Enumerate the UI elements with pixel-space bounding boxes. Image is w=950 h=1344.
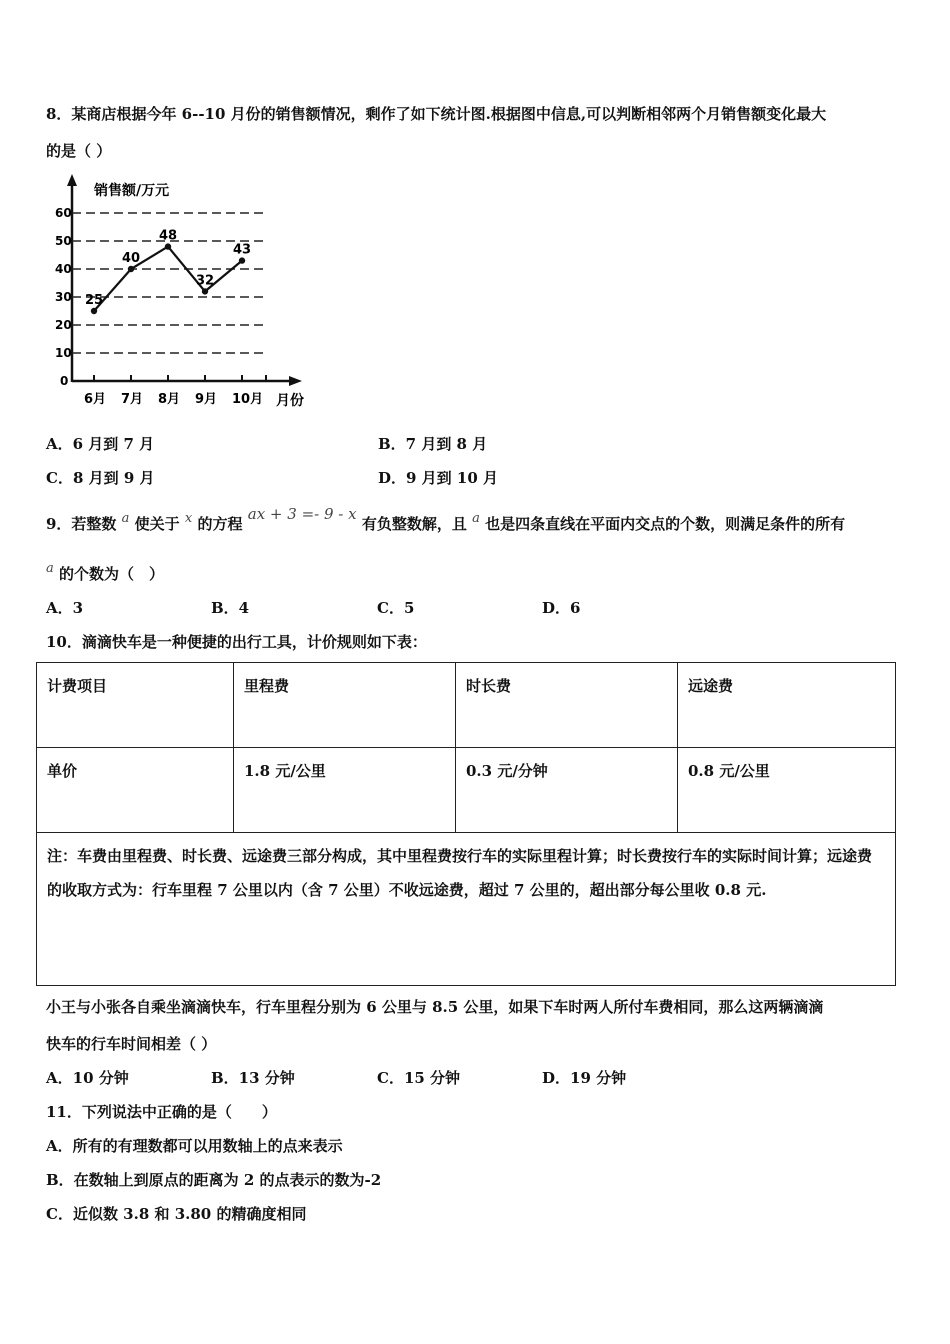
q9-option-c[interactable]: C．5 [377,599,415,617]
q10-option-a[interactable]: A．10 分钟 [46,1069,129,1087]
q8-stem-line2: 的是（ ） [46,142,112,160]
price-mileage: 1.8 元/公里 [234,748,456,833]
q9-option-d[interactable]: D．6 [542,599,581,617]
fare-table-note-row [37,833,896,986]
q8-option-a[interactable]: A．6 月到 7 月 [46,435,155,453]
origin-label: 0 [60,374,69,388]
q9-text-4: 有负整数解，且 [361,515,467,533]
q9-stem-line2 [46,563,164,584]
q9-stem-line1 [46,505,846,534]
data-point [202,288,208,294]
q9-text-5: 也是四条直线在平面内交点的个数，则满足条件的所有 [485,515,846,533]
q10-stem-line1: 小王与小张各自乘坐滴滴快车，行车里程分别为 6 公里与 8.5 公里，如果下车时两人所付车费相同，那么这两辆滴滴 [46,998,824,1016]
y-tick-label: 40 [55,262,72,276]
price-long-distance: 0.8 元/公里 [678,748,896,833]
y-tick-label: 50 [55,234,72,248]
x-tick-label: 9月 [195,392,218,407]
fare-table-price-row [37,748,896,833]
sales-line-chart [50,172,350,412]
x-tick-label: 8月 [158,392,181,407]
price-duration: 0.3 元/分钟 [456,748,678,833]
q9-var-x: x [184,511,193,526]
data-point [128,266,134,272]
q9-text-2: 使关于 [134,515,180,533]
q8-option-c[interactable]: C．8 月到 9 月 [46,469,155,487]
q9-option-b[interactable]: B．4 [211,599,250,617]
q8-option-d[interactable]: D．9 月到 10 月 [378,469,498,487]
y-tick-label: 10 [55,346,72,360]
q11-option-c[interactable]: C．近似数 3.8 和 3.80 的精确度相同 [46,1205,307,1223]
q9-var-a: a [121,511,130,526]
header-duration: 时长费 [456,663,678,748]
y-axis-arrow [67,174,77,186]
q9-text-1: 9．若整数 [46,515,117,533]
x-tick-label: 7月 [121,392,144,407]
data-label: 43 [233,242,252,258]
q11-stem: 11．下列说法中正确的是（ ） [46,1103,277,1121]
data-label: 48 [159,228,178,244]
q9-equation: ax + 3 =- 9 - x [247,505,357,523]
price-label: 单价 [37,748,234,833]
y-tick-label: 60 [55,206,72,220]
q9-var-a-3: a [46,561,54,576]
q10-option-d[interactable]: D．19 分钟 [542,1069,627,1087]
q11-option-b[interactable]: B．在数轴上到原点的距离为 2 的点表示的数为-2 [46,1171,382,1189]
data-label: 32 [196,273,215,289]
data-label: 40 [122,251,141,266]
x-axis-label: 月份 [276,393,304,409]
q9-option-a[interactable]: A．3 [46,599,84,617]
x-tick-label: 6月 [84,392,107,407]
q8-stem-line1: 8．某商店根据今年 6--10 月份的销售额情况，剩作了如下统计图.根据图中信息,可以判断相邻两个月销售额变化最大 [46,105,827,123]
data-label: 25 [85,293,104,308]
series-line [94,247,242,311]
y-axis-label: 销售额/万元 [94,183,170,199]
fare-table-header-row [37,663,896,748]
header-item: 计费项目 [37,663,234,748]
y-tick-label: 20 [55,318,72,332]
q8-option-b[interactable]: B．7 月到 8 月 [378,435,488,453]
data-point [239,257,245,263]
header-long-distance: 远途费 [678,663,896,748]
q10-intro: 10．滴滴快车是一种便捷的出行工具，计价规则如下表： [46,633,427,651]
q9-text-3: 的方程 [197,515,243,533]
q10-option-c[interactable]: C．15 分钟 [377,1069,461,1087]
x-tick-label: 10月 [232,392,264,407]
fare-table [36,662,896,986]
q9-var-a-2: a [472,511,480,526]
data-point [91,308,97,314]
y-tick-label: 30 [55,290,72,304]
q9-text-6: 的个数为（ ） [59,565,165,583]
header-mileage: 里程费 [234,663,456,748]
fare-note: 注：车费由里程费、时长费、远途费三部分构成，其中里程费按行车的实际里程计算；时长费按行车的实际时间计算；远途费的收取方式为：行车里程 7 公里以内（含 7 公里）不收远途费，超过 7 公里的，超出部分每公里收 0.8 元. [37,833,896,986]
x-axis-arrow [289,376,302,386]
q11-option-a[interactable]: A．所有的有理数都可以用数轴上的点来表示 [46,1137,343,1155]
q10-option-b[interactable]: B．13 分钟 [211,1069,295,1087]
data-point [165,243,171,249]
q10-stem-line2: 快车的行车时间相差（ ） [46,1035,217,1053]
